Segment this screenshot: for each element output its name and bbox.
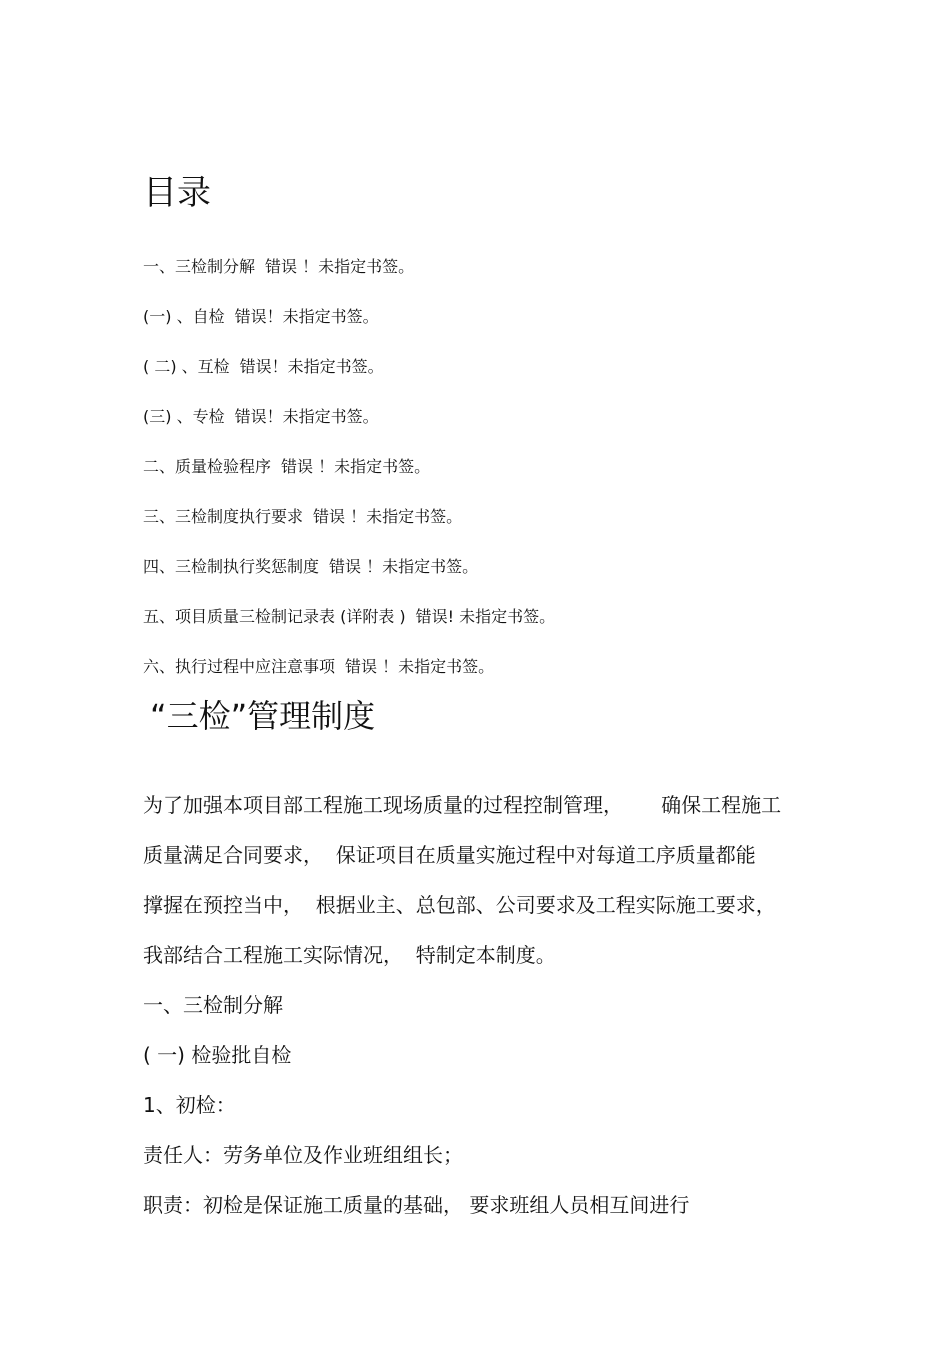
intro-paragraph-line: 我部结合工程施工实际情况， 特制定本制度。 bbox=[143, 943, 556, 967]
toc-item-label: (一) 、自检 bbox=[143, 307, 225, 326]
subsection-heading: ( 一) 检验批自检 bbox=[143, 1043, 292, 1067]
intro-paragraph-line: 撑握在预控当中， 根据业主、总包部、公司要求及工程实际施工要求， bbox=[143, 893, 776, 917]
toc-item-label: 六、执行过程中应注意事项 bbox=[143, 657, 336, 676]
toc-item-status: 错误！未指定书签。 bbox=[234, 407, 379, 426]
toc-item-label: 二、质量检验程序 bbox=[143, 457, 272, 476]
toc-item[interactable] bbox=[143, 403, 555, 431]
toc-item-status: 错误！未指定书签。 bbox=[234, 307, 379, 326]
toc-item-status: 错误 ！未指定书签。 bbox=[281, 457, 431, 476]
item-heading: 1、初检： bbox=[143, 1093, 236, 1117]
toc-item-status: 错误! 未指定书签。 bbox=[415, 607, 556, 626]
toc-item-label: (三) 、专检 bbox=[143, 407, 225, 426]
toc-item-status: 错误 ！未指定书签。 bbox=[265, 257, 415, 276]
toc-item[interactable] bbox=[143, 353, 555, 381]
toc-item[interactable] bbox=[143, 453, 555, 481]
toc-item-label: 一、三检制分解 bbox=[143, 257, 256, 276]
toc-item[interactable] bbox=[143, 253, 555, 281]
document-body bbox=[143, 792, 813, 1242]
duty-line: 职责：初检是保证施工质量的基础， 要求班组人员相互间进行 bbox=[143, 1193, 690, 1217]
toc-item-status: 错误 ！未指定书签。 bbox=[313, 507, 463, 526]
toc-item-label: ( 二) 、互检 bbox=[143, 357, 230, 376]
toc-item-status: 错误！未指定书签。 bbox=[239, 357, 384, 376]
toc-item[interactable] bbox=[143, 503, 555, 531]
toc-item-label: 五、项目质量三检制记录表 (详附表 ) bbox=[143, 607, 406, 626]
intro-paragraph-line: 为了加强本项目部工程施工现场质量的过程控制管理， 确保工程施工 bbox=[143, 793, 782, 817]
document-title: “三检”管理制度 bbox=[150, 697, 376, 735]
toc-item-status: 错误 ！未指定书签。 bbox=[345, 657, 495, 676]
toc-list bbox=[143, 253, 555, 703]
responsible-line: 责任人：劳务单位及作业班组组长； bbox=[143, 1143, 463, 1167]
toc-item-status: 错误 ！未指定书签。 bbox=[329, 557, 479, 576]
toc-item[interactable] bbox=[143, 603, 555, 631]
toc-item-label: 四、三检制执行奖惩制度 bbox=[143, 557, 320, 576]
toc-item[interactable] bbox=[143, 653, 555, 681]
section-heading: 一、三检制分解 bbox=[143, 993, 283, 1017]
toc-item[interactable] bbox=[143, 553, 555, 581]
toc-item[interactable] bbox=[143, 303, 555, 331]
toc-item-label: 三、三检制度执行要求 bbox=[143, 507, 304, 526]
toc-title: 目录 bbox=[143, 173, 211, 213]
intro-paragraph-line: 质量满足合同要求， 保证项目在质量实施过程中对每道工序质量都能 bbox=[143, 843, 756, 867]
